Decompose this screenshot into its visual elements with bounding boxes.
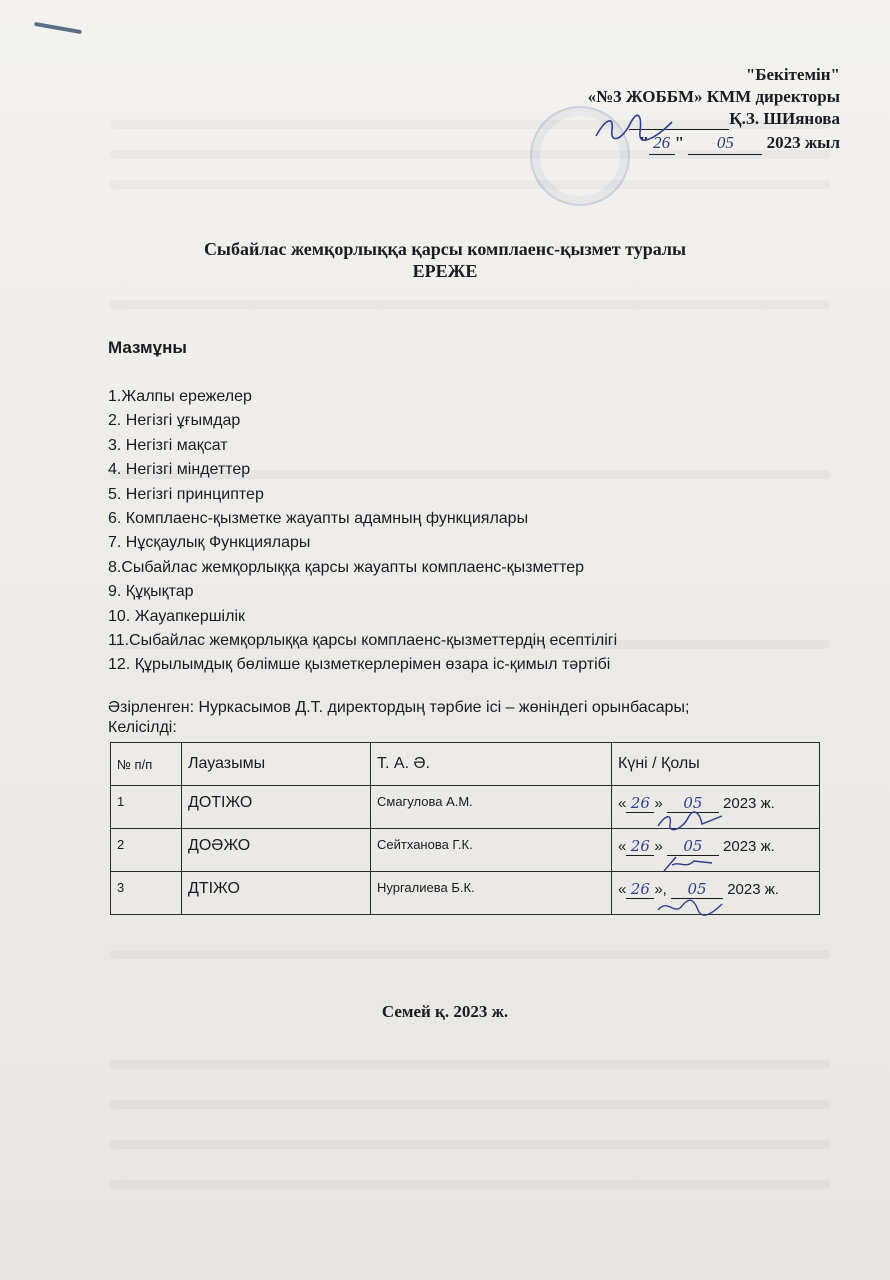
row-number: 2 xyxy=(111,829,182,872)
toc-item: 7. Нұсқаулық Функциялары xyxy=(108,534,311,552)
approval-year: 2023 жыл xyxy=(766,133,840,152)
toc-item: 6. Комплаенс-қызметке жауапты адамның функциялары xyxy=(108,510,529,528)
director-signature xyxy=(592,112,676,144)
row-name: Нургалиева Б.К. xyxy=(371,872,612,915)
table-of-contents xyxy=(108,385,808,678)
bleed-through-line xyxy=(110,1060,830,1069)
toc-item: 10. Жауапкершілік xyxy=(108,607,245,625)
toc-heading: Мазмұны xyxy=(108,338,187,357)
row-name: Смагулова А.М. xyxy=(371,786,612,829)
date-close-quote: », xyxy=(654,881,667,898)
toc-item: 5. Негізгі принциптер xyxy=(108,485,264,503)
date-year: 2023 ж. xyxy=(727,881,779,898)
date-day: 26 xyxy=(626,794,654,813)
document-subtitle: ЕРЕЖЕ xyxy=(412,261,478,281)
bleed-through-line xyxy=(110,1180,830,1189)
row-name: Сейтханова Г.К. xyxy=(371,829,612,872)
toc-item: 2. Негізгі ұғымдар xyxy=(108,412,241,430)
table-row xyxy=(111,872,820,915)
handwritten-signature xyxy=(656,896,726,918)
date-day: 26 xyxy=(626,837,654,856)
toc-item: 9. Құқықтар xyxy=(108,583,194,601)
corner-mark xyxy=(34,22,82,34)
approval-date-line: " 26 " 05 2023 жыл xyxy=(505,132,840,155)
prepared-by: Әзірленген: Нуркасымов Д.Т. директордың тәрбие ісі – жөніндегі орынбасары; xyxy=(108,699,690,716)
header-name: Т. А. Ә. xyxy=(371,743,612,786)
date-close-quote: » xyxy=(654,795,663,812)
approval-approve-label: "Бекітемін" xyxy=(745,65,840,84)
toc-item: 12. Құрылымдық бөлімше қызметкерлерімен өзара іс-қимыл тәртібі xyxy=(108,656,611,674)
date-month: 05 xyxy=(667,794,719,813)
header-number: № п/п xyxy=(111,743,182,786)
row-position: ДТІЖО xyxy=(182,872,371,915)
row-position: ДОӘЖО xyxy=(182,829,371,872)
header-position: Лауазымы xyxy=(182,743,371,786)
bleed-through-line xyxy=(110,300,830,309)
toc-item: 1.Жалпы ережелер xyxy=(108,388,252,405)
approval-director-title: «№3 ЖОББМ» КММ директоры xyxy=(587,87,840,106)
toc-item: 4. Негізгі міндеттер xyxy=(108,461,251,479)
toc-item: 8.Сыбайлас жемқорлыққа қарсы жауапты комплаенс-қызметтер xyxy=(108,558,585,576)
toc-item: 3. Негізгі мақсат xyxy=(108,436,228,454)
table-header-row xyxy=(111,743,820,786)
date-day: 26 xyxy=(626,880,654,899)
row-number: 3 xyxy=(111,872,182,915)
row-date-signature xyxy=(612,829,820,872)
row-number: 1 xyxy=(111,786,182,829)
row-position: ДОТІЖО xyxy=(182,786,371,829)
agreed-label: Келісілді: xyxy=(108,719,177,736)
bleed-through-line xyxy=(110,180,830,189)
toc-item: 11.Сыбайлас жемқорлыққа қарсы комплаенс-қызметтердің есептілігі xyxy=(108,632,618,650)
row-date-signature xyxy=(612,786,820,829)
table-row xyxy=(111,829,820,872)
header-date-signature: Күні / Қолы xyxy=(612,743,820,786)
place-and-year: Семей қ. 2023 ж. xyxy=(381,1002,509,1021)
approval-month: 05 xyxy=(688,132,762,155)
document-title: Сыбайлас жемқорлыққа қарсы комплаенс-қызмет туралы xyxy=(203,239,687,259)
date-year: 2023 ж. xyxy=(723,838,775,855)
bleed-through-line xyxy=(110,1140,830,1149)
row-date-signature xyxy=(612,872,820,915)
date-month: 05 xyxy=(667,837,719,856)
date-month: 05 xyxy=(671,880,723,899)
bleed-through-line xyxy=(110,1100,830,1109)
agreement-table xyxy=(110,742,820,915)
date-open-quote: « xyxy=(618,881,627,898)
approval-day: 26 xyxy=(649,132,675,155)
table-row xyxy=(111,786,820,829)
approval-signer-name: Қ.З. ШИянова xyxy=(729,109,840,128)
date-open-quote: « xyxy=(618,795,627,812)
date-open-quote: « xyxy=(618,838,627,855)
bleed-through-line xyxy=(110,950,830,959)
date-year: 2023 ж. xyxy=(723,795,775,812)
date-close-quote: » xyxy=(654,838,663,855)
prepared-block xyxy=(108,698,848,738)
